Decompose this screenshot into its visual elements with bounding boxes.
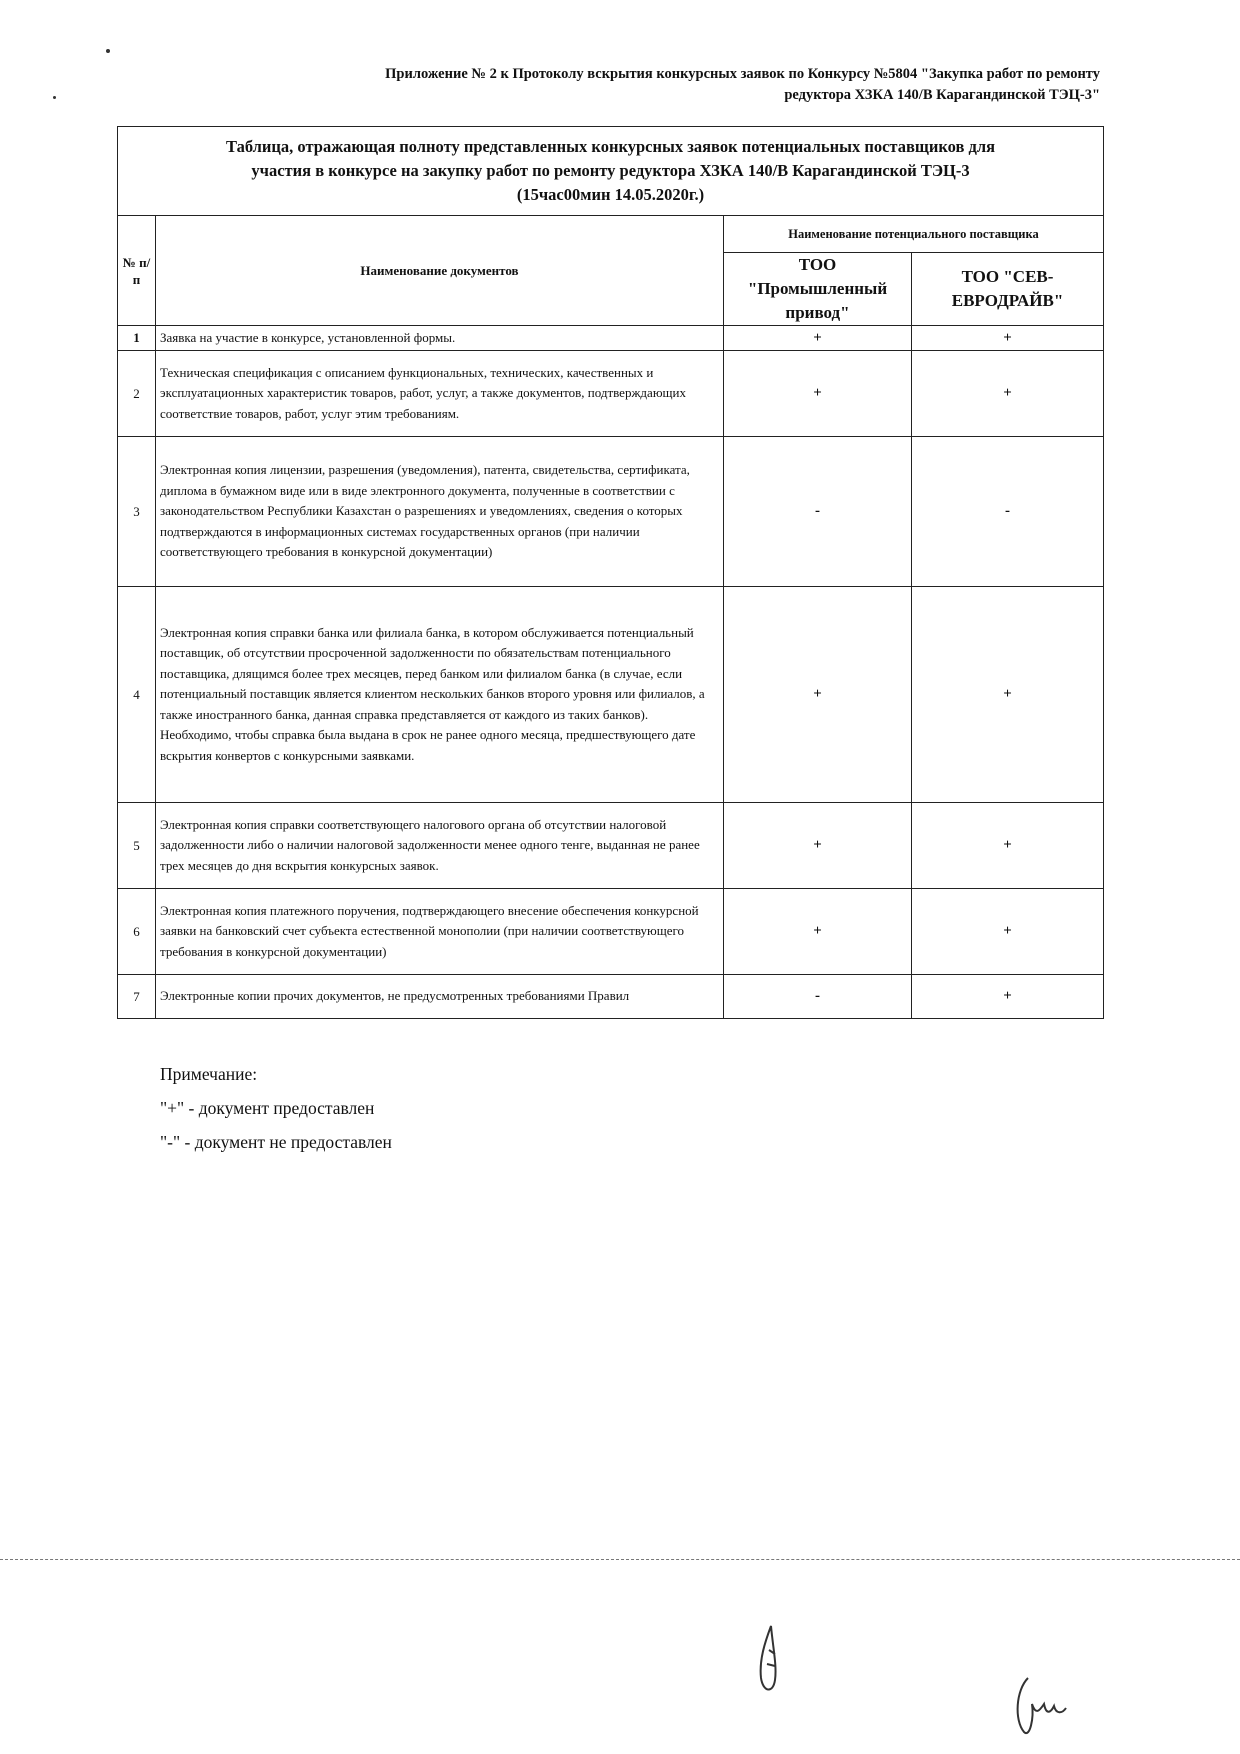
row-mark-supplier-1: - xyxy=(724,975,912,1019)
row-num: 6 xyxy=(118,889,156,975)
row-mark-supplier-1: + xyxy=(724,889,912,975)
row-num: 2 xyxy=(118,351,156,437)
row-num: 7 xyxy=(118,975,156,1019)
signature-mark-2 xyxy=(1010,1670,1080,1740)
notes-title: Примечание: xyxy=(160,1064,258,1084)
document-header xyxy=(120,64,1100,106)
row-mark-supplier-2: - xyxy=(912,437,1104,587)
row-doc: Техническая спецификация с описанием функциональных, технических, качественных и эксплуатационных характеристик товаров, работ, услуг, а также документов, подтверждающих соответствие товаров, работ, услуг этим требованиям. xyxy=(156,351,724,437)
row-mark-supplier-1: + xyxy=(724,351,912,437)
row-mark-supplier-1: + xyxy=(724,587,912,803)
row-num: 3 xyxy=(118,437,156,587)
table-row xyxy=(118,587,1104,803)
row-num: 4 xyxy=(118,587,156,803)
scan-speck xyxy=(106,49,110,53)
row-mark-supplier-2: + xyxy=(912,975,1104,1019)
scan-speck xyxy=(53,96,56,99)
notes-section xyxy=(160,1057,392,1159)
table-row xyxy=(118,803,1104,889)
table-title-row xyxy=(118,127,1104,216)
page-divider xyxy=(0,1559,1240,1560)
table-row xyxy=(118,975,1104,1019)
row-doc: Электронная копия лицензии, разрешения (уведомления), патента, свидетельства, сертификата, диплома в бумажном виде или в виде электронного документа, полученные в соответствии с законодательством Республики Казахстан о разрешениях и уведомлениях, сведения о которых подтверждаются в информационных системах государственных органов (при наличии соответствующего требования в конкурсной документации) xyxy=(156,437,724,587)
col-header-supplier-2: ТОО "СЕВ-ЕВРОДРАЙВ" xyxy=(912,253,1104,326)
table-row xyxy=(118,351,1104,437)
table-row xyxy=(118,889,1104,975)
signature-mark-1 xyxy=(745,1620,795,1700)
row-mark-supplier-2: + xyxy=(912,351,1104,437)
header-line-1: Приложение № 2 к Протоколу вскрытия конкурсных заявок по Конкурсу №5804 "Закупка работ по ремонту xyxy=(385,66,1100,82)
col-header-suppliers: Наименование потенциального поставщика xyxy=(724,216,1104,253)
row-doc: Электронная копия справки банка или филиала банка, в котором обслуживается потенциальный поставщик, об отсутствии просроченной задолженности по обязательствам потенциального поставщика, длящимся более трех месяцев, перед банком или филиалом банка (в случае, если потенциальный поставщик является клиентом нескольких банков второго уровня или филиалов, а также иностранного банка, данная справка представляется от каждого из таких банков). Необходимо, чтобы справка была выдана в срок не ранее одного месяца, предшествующего дате вскрытия конвертов с конкурсными заявками. xyxy=(156,587,724,803)
table-row xyxy=(118,437,1104,587)
row-mark-supplier-1: + xyxy=(724,803,912,889)
notes-plus-legend: "+" - документ предоставлен xyxy=(160,1098,375,1118)
row-mark-supplier-2: + xyxy=(912,803,1104,889)
row-mark-supplier-2: + xyxy=(912,889,1104,975)
row-doc: Заявка на участие в конкурсе, установленной формы. xyxy=(156,326,724,351)
row-mark-supplier-2: + xyxy=(912,326,1104,351)
table-title: Таблица, отражающая полноту представленных конкурсных заявок потенциальных поставщиков для участия в конкурсе на закупку работ по ремонту редуктора ХЗКА 140/В Карагандинской ТЭЦ-3 (15час00мин 14.05.2020г.) xyxy=(118,127,1104,216)
row-num: 5 xyxy=(118,803,156,889)
row-mark-supplier-1: + xyxy=(724,326,912,351)
row-num: 1 xyxy=(118,326,156,351)
col-header-num: № п/п xyxy=(118,216,156,326)
row-doc: Электронная копия справки соответствующего налогового органа об отсутствии налоговой задолженности либо о наличии налоговой задолженности менее одного тенге, выданная не ранее трех месяцев до дня вскрытия конкурсных заявок. xyxy=(156,803,724,889)
submissions-table xyxy=(117,126,1104,1019)
row-doc: Электронная копия платежного поручения, подтверждающего внесение обеспечения конкурсной заявки на банковский счет субъекта естественной монополии (при наличии соответствующего требования в конкурсной документации) xyxy=(156,889,724,975)
row-mark-supplier-2: + xyxy=(912,587,1104,803)
col-header-supplier-1: ТОО "Промышленный привод" xyxy=(724,253,912,326)
row-doc: Электронные копии прочих документов, не предусмотренных требованиями Правил xyxy=(156,975,724,1019)
col-header-docs: Наименование документов xyxy=(156,216,724,326)
notes-minus-legend: "-" - документ не предоставлен xyxy=(160,1132,392,1152)
row-mark-supplier-1: - xyxy=(724,437,912,587)
table-row xyxy=(118,326,1104,351)
header-line-2: редуктора ХЗКА 140/В Карагандинской ТЭЦ-3" xyxy=(784,87,1100,103)
table-header-row xyxy=(118,216,1104,253)
